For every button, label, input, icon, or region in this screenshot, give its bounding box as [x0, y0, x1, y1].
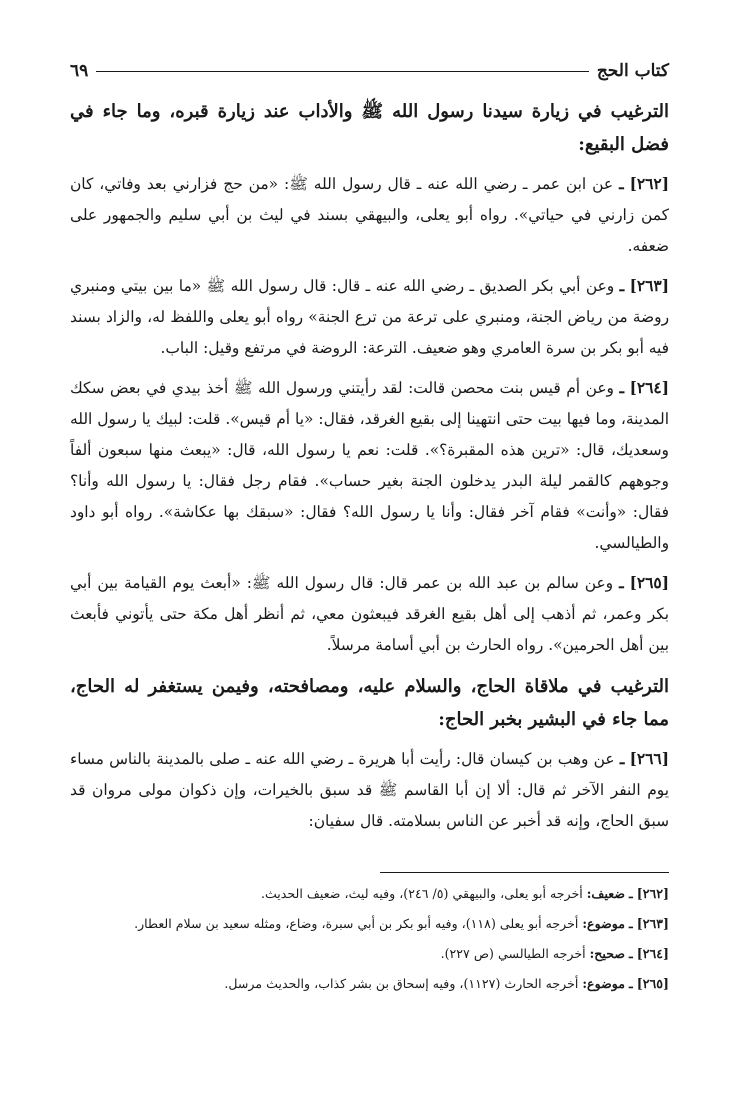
footnote-grade: موضوع:: [582, 916, 626, 931]
section-heading: الترغيب في ملاقاة الحاج، والسلام عليه، ومصافحته، وفيمن يستغفر له الحاج، مما جاء في البشير بخبر الحاج:: [70, 676, 669, 730]
footnote-rule: [380, 872, 669, 873]
running-head: [70, 58, 669, 84]
section-heading: الترغيب في زيارة سيدنا رسول الله ﷺ والأداب عند زيارة قبره، وما جاء في فضل البقيع:: [70, 101, 669, 155]
separator-dash: ـ: [629, 976, 633, 991]
hadith-paragraph: [70, 744, 669, 837]
separator-dash: ـ: [629, 916, 633, 931]
separator-dash: ـ: [619, 277, 625, 295]
chapter-title: كتاب الحج: [596, 61, 669, 81]
hadith-number: [٢٦٥]: [629, 574, 669, 592]
footnote-grade: ضعيف:: [586, 886, 626, 901]
hadith-text: وعن سالم بن عبد الله بن عمر قال: قال رسول الله ﷺ: «أبعث يوم القيامة بين أبي بكر وعمر، ثم أذهب إلى أهل بقيع الغرقد فيبعثون معي، ثم أنظر أهل مكة حتى يأتوني فأبعث بين أهل الحرمين». رواه الحارث بن أبي أسامة مرسلاً.: [70, 574, 669, 654]
page-number: ٦٩: [70, 61, 89, 81]
hadith-paragraph: [70, 373, 669, 559]
hadith-number: [٢٦٤]: [629, 379, 669, 397]
hadith-text: وعن أبي بكر الصديق ـ رضي الله عنه ـ قال: قال رسول الله ﷺ «ما بين بيتي ومنبري روضة من رياض الجنة، ومنبري على ترعة من ترع الجنة» رواه أبو يعلى واللفظ له، والزاد بسند فيه أبو بكر بن سرة العامري وهو ضعيف. الترعة: الروضة في مرتفع وقيل: الباب.: [70, 277, 669, 357]
hadith-text: عن وهب بن كيسان قال: رأيت أبا هريرة ـ رضي الله عنه ـ صلى بالمدينة بالناس مساء يوم النفر الآخر ثم قال: ألا إن أبا القاسم ﷺ قد سبق بالخيرات، وإن ذكوان مولى مروان قد سبق الحاج، وإنه قد أخبر عن الناس بسلامته. قال سفيان:: [70, 750, 669, 830]
footnote-grade: موضوع:: [582, 976, 626, 991]
footnote-text: أخرجه الحارث (١١٢٧)، وفيه إسحاق بن بشر كذاب، والحديث مرسل.: [224, 976, 579, 991]
separator-dash: ـ: [629, 946, 633, 961]
separator-dash: ـ: [619, 379, 625, 397]
footnote-number: [٢٦٢]: [636, 886, 669, 901]
hadith-number: [٢٦٦]: [629, 750, 669, 768]
hadith-paragraph: [70, 568, 669, 661]
separator-dash: ـ: [619, 750, 625, 768]
footnote: [72, 910, 669, 937]
separator-dash: ـ: [629, 886, 633, 901]
hadith-number: [٢٦٢]: [629, 175, 669, 193]
main-text: [70, 95, 669, 846]
footnote: [72, 940, 669, 967]
separator-dash: ـ: [619, 175, 624, 193]
header-rule: [96, 71, 589, 72]
footnote-number: [٢٦٤]: [636, 946, 669, 961]
footnote: [72, 880, 669, 907]
hadith-paragraph: [70, 271, 669, 364]
separator-dash: ـ: [619, 574, 624, 592]
footnote-text: أخرجه أبو يعلى، والبيهقي (٥/ ٢٤٦)، وفيه ليث، ضعيف الحديث.: [260, 886, 583, 901]
hadith-paragraph: [70, 169, 669, 262]
footnote-number: [٢٦٣]: [636, 916, 669, 931]
footnote-grade: صحيح:: [589, 946, 626, 961]
footnote: [72, 970, 669, 997]
footnotes: [72, 880, 669, 1000]
hadith-text: عن ابن عمر ـ رضي الله عنه ـ قال رسول الله ﷺ: «من حج فزارني بعد وفاتي، كان كمن زارني في حياتي». رواه أبو يعلى، والبيهقي بسند في ليث بن أبي سليم والجمهور على ضعفه.: [70, 175, 669, 255]
footnote-text: أخرجه أبو يعلى (١١٨)، وفيه أبو بكر بن أبي سبرة، وضاع، ومثله سعيد بن سلام العطار.: [134, 916, 579, 931]
footnote-number: [٢٦٥]: [636, 976, 669, 991]
hadith-number: [٢٦٣]: [629, 277, 669, 295]
footnote-text: أخرجه الطيالسي (ص ٢٢٧).: [440, 946, 586, 961]
hadith-text: وعن أم قيس بنت محصن قالت: لقد رأيتني ورسول الله ﷺ أخذ بيدي في بعض سكك المدينة، وما فيها بيت حتى انتهينا إلى بقيع الغرقد، فقال: «يا أم قيس». قلت: لبيك يا رسول الله وسعديك، قال: «ترين هذه المقبرة؟». قلت: نعم يا رسول الله، قال: «يبعث منها سبعون ألفاً وجوههم كالقمر ليلة البدر يدخلون الجنة بغير حساب». فقام رجل فقال: يا رسول الله وأنا؟ فقال: «وأنت» فقام آخر فقال: وأنا يا رسول الله؟ فقال: «سبقك بها عكاشة». رواه أبو داود والطيالسي.: [70, 379, 669, 552]
